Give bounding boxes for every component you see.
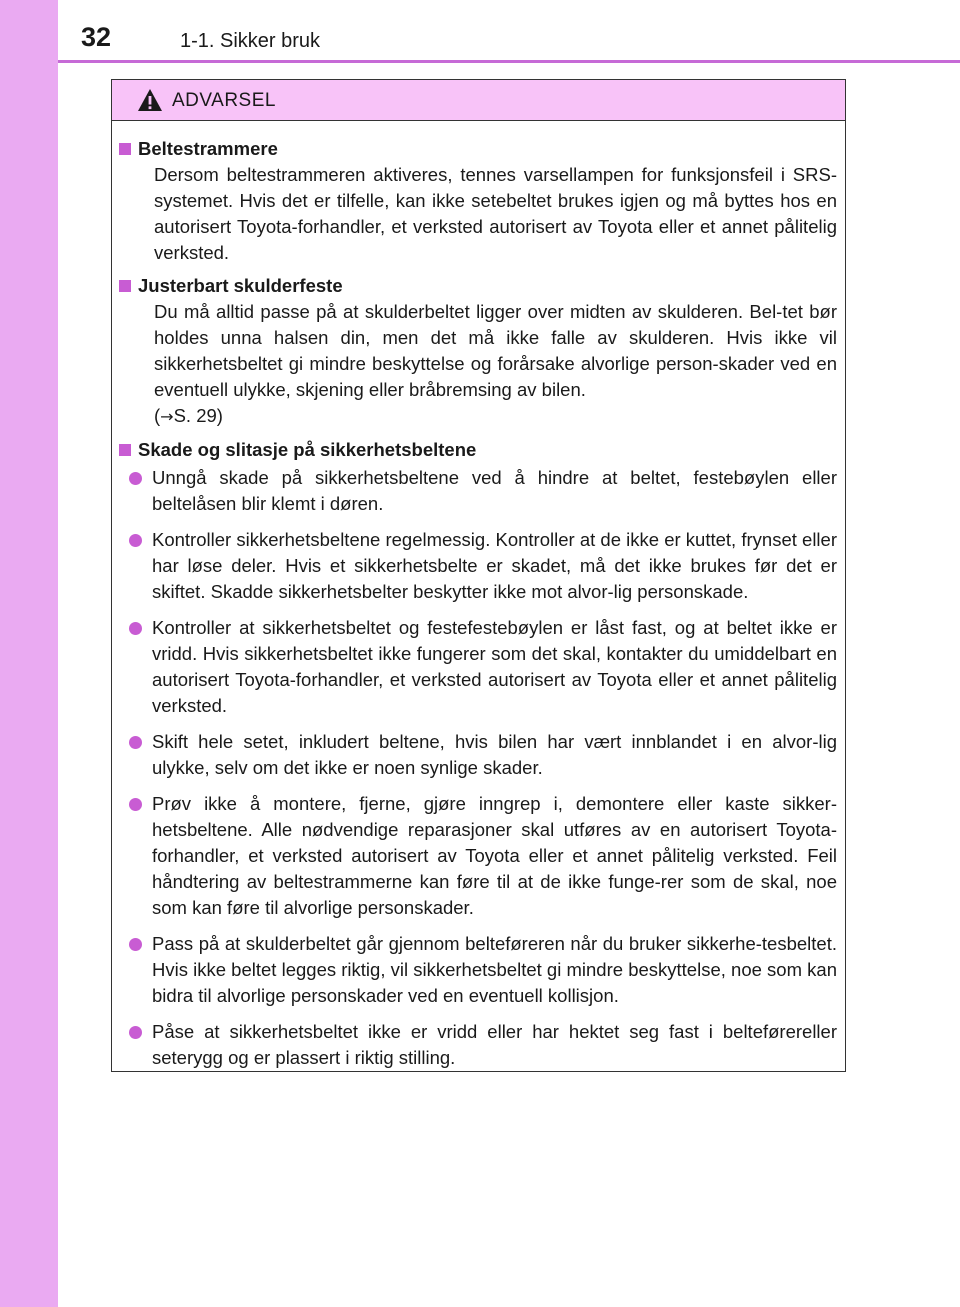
list-item-text: Kontroller at sikkerhetsbeltet og festefestebøylen er låst fast, og at beltet ikke er vridd. Hvis sikkerhetsbeltet ikke fungerer som det skal, kontakter du umiddelbart en autorisert Toyota-forhandler, et verksted autorisert av Toyota eller et annet pålitelig verksted. [152, 617, 837, 716]
round-bullet-icon [129, 534, 142, 547]
section-beltestrammere [112, 136, 845, 266]
warning-triangle-icon [137, 88, 163, 112]
list-item [112, 527, 837, 605]
ref-open: ( [154, 405, 161, 426]
list-item [112, 931, 837, 1009]
list-item-text: Påse at sikkerhetsbeltet ikke er vridd eller har hektet seg fast i belteførereller seterygg og er plassert i riktig stilling. [152, 1021, 837, 1068]
list-item-text: Pass på at skulderbeltet går gjennom belteføreren når du bruker sikkerhe-tesbeltet. Hvis ikke beltet legges riktig, vil sikkerhetsbeltet gi mindre beskyttelse, noe som kan bidra til alvorlige personskader ved en eventuell kollisjon. [152, 933, 837, 1006]
arrow-right-icon: → [160, 407, 174, 426]
square-bullet-icon [119, 143, 131, 155]
list-item [112, 1019, 837, 1071]
list-item-text: Skift hele setet, inkludert beltene, hvis bilen har vært innblandet i en alvor-lig ulykke, selv om det ikke er noen synlige skader. [152, 731, 837, 778]
warning-body [112, 136, 845, 1081]
section-paragraph [154, 299, 837, 430]
warning-label: ADVARSEL [172, 90, 276, 111]
section-skulderfeste [112, 273, 845, 430]
ref-text: S. 29) [173, 405, 223, 426]
round-bullet-icon [129, 622, 142, 635]
paragraph-text: Du må alltid passe på at skulderbeltet ligger over midten av skulderen. Bel-tet bør holdes unna halsen din, men det må ikke falle av skulderen. Hvis ikke vil sikkerhetsbeltet gi mindre beskyttelse og forårsake alvorlige person-skader ved en eventuell ulykke, skjening eller bråbremsing av bilen. [154, 301, 837, 400]
list-item-text: Prøv ikke å montere, fjerne, gjøre inngrep i, demontere eller kaste sikker-hetsbeltene. Alle nødvendige reparasjoner skal utføres av en autorisert Toyota-forhandler, et verksted autorisert av Toyota eller et annet pålitelig verksted. Feil håndtering av beltestrammerne kan føre til at de ikke funge-rer som de skal, noe som kan føre til alvorlige personskader. [152, 793, 837, 918]
list-item-text: Unngå skade på sikkerhetsbeltene ved å hindre at beltet, festebøylen eller beltelåsen blir klemt i døren. [152, 467, 837, 514]
section-heading [112, 437, 837, 463]
list-item [112, 615, 837, 719]
warning-header [112, 80, 845, 121]
page-number: 32 [81, 22, 112, 52]
section-heading-text: Beltestrammere [138, 138, 278, 159]
round-bullet-icon [129, 736, 142, 749]
list-item-text: Kontroller sikkerhetsbeltene regelmessig. Kontroller at de ikke er kuttet, frynset eller har løse deler. Hvis et sikkerhetsbelte er skadet, må det ikke brukes før det er skiftet. Skadde sikkerhetsbelter beskytter ikke mot alvor-lig personskade. [152, 529, 837, 602]
list-item [112, 791, 837, 921]
header-rule [58, 60, 960, 63]
page-header [58, 0, 960, 62]
section-heading-text: Justerbart skulderfeste [138, 275, 343, 296]
section-heading-text: Skade og slitasje på sikkerhetsbeltene [138, 439, 477, 460]
round-bullet-icon [129, 938, 142, 951]
list-item [112, 465, 837, 517]
section-heading [112, 273, 837, 299]
section-heading [112, 136, 837, 162]
section-paragraph: Dersom beltestrammeren aktiveres, tennes varsellampen for funksjonsfeil i SRS-systemet. Hvis det er tilfelle, kan ikke setebeltet brukes igjen og må byttes hos en autorisert Toyota-forhandler, et verksted autorisert av Toyota eller et annet pålitelig verksted. [154, 164, 837, 263]
warning-box [111, 79, 846, 1072]
round-bullet-icon [129, 798, 142, 811]
round-bullet-icon [129, 472, 142, 485]
section-skade [112, 437, 845, 1071]
side-band [0, 0, 58, 1307]
page-reference[interactable] [154, 405, 223, 426]
section-title: 1-1. Sikker bruk [180, 30, 321, 52]
square-bullet-icon [119, 280, 131, 292]
round-bullet-icon [129, 1026, 142, 1039]
square-bullet-icon [119, 444, 131, 456]
list-item [112, 729, 837, 781]
